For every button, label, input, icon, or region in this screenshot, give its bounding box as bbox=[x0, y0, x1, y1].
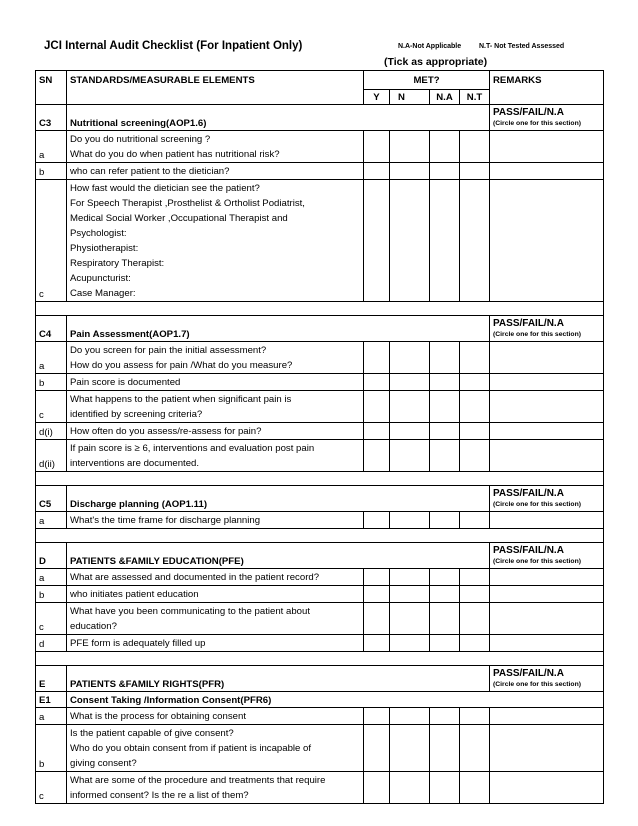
remarks-cell[interactable] bbox=[490, 512, 604, 529]
item-question bbox=[67, 725, 364, 772]
remarks-cell[interactable] bbox=[490, 391, 604, 423]
met-no-checkbox[interactable] bbox=[390, 586, 430, 603]
met-yes-checkbox[interactable] bbox=[364, 163, 390, 180]
met-not-tested-checkbox[interactable] bbox=[460, 708, 490, 725]
remarks-cell[interactable] bbox=[490, 635, 604, 652]
table-row bbox=[36, 708, 604, 725]
question-line: For Speech Therapist ,Prosthelist & Ortholist Podiatrist, bbox=[70, 198, 305, 209]
tick-instruction: (Tick as appropriate) bbox=[384, 56, 488, 68]
header-no: N bbox=[390, 90, 430, 105]
met-yes-checkbox[interactable] bbox=[364, 131, 390, 163]
table-row bbox=[36, 635, 604, 652]
met-no-checkbox[interactable] bbox=[390, 440, 430, 472]
remarks-cell[interactable] bbox=[490, 603, 604, 635]
question-line: identified by screening criteria? bbox=[70, 409, 203, 420]
item-sn: d(ii) bbox=[36, 440, 67, 472]
met-not-tested-checkbox[interactable] bbox=[460, 423, 490, 440]
item-question bbox=[67, 635, 364, 652]
header-met: MET? bbox=[364, 71, 490, 90]
section-title-row bbox=[36, 666, 604, 692]
pass-fail-label[interactable]: PASS/FAIL/N.A bbox=[493, 318, 564, 329]
question-line: How do you assess for pain /What do you measure? bbox=[70, 360, 293, 371]
met-not-tested-checkbox[interactable] bbox=[460, 180, 490, 302]
question-line: How often do you assess/re-assess for pain? bbox=[70, 426, 262, 437]
question-line: What do you do when patient has nutritional risk? bbox=[70, 149, 280, 160]
met-not-applicable-checkbox[interactable] bbox=[430, 603, 460, 635]
remarks-pass-fail bbox=[490, 105, 604, 131]
met-yes-checkbox[interactable] bbox=[364, 440, 390, 472]
met-not-applicable-checkbox[interactable] bbox=[430, 708, 460, 725]
item-question bbox=[67, 163, 364, 180]
met-yes-checkbox[interactable] bbox=[364, 603, 390, 635]
item-question bbox=[67, 569, 364, 586]
table-header-row bbox=[36, 71, 604, 90]
header-standards: STANDARDS/MEASURABLE ELEMENTS bbox=[67, 71, 364, 105]
remarks-cell[interactable] bbox=[490, 163, 604, 180]
item-question bbox=[67, 440, 364, 472]
item-sn: c bbox=[36, 391, 67, 423]
met-not-tested-checkbox[interactable] bbox=[460, 725, 490, 772]
question-line: Acupuncturist: bbox=[70, 273, 131, 284]
remarks-cell[interactable] bbox=[490, 374, 604, 391]
table-row bbox=[36, 163, 604, 180]
question-line: Do you do nutritional screening ? bbox=[70, 134, 211, 145]
met-no-checkbox[interactable] bbox=[390, 512, 430, 529]
remarks-cell[interactable] bbox=[490, 586, 604, 603]
met-yes-checkbox[interactable] bbox=[364, 374, 390, 391]
table-row bbox=[36, 725, 604, 772]
remarks-pass-fail bbox=[490, 486, 604, 512]
header-remarks: REMARKS bbox=[490, 71, 604, 105]
table-row bbox=[36, 180, 604, 302]
item-question bbox=[67, 180, 364, 302]
question-line: What are assessed and documented in the patient record? bbox=[70, 572, 320, 583]
table-row bbox=[36, 586, 604, 603]
remarks-pass-fail bbox=[490, 543, 604, 569]
subsection-title-row bbox=[36, 692, 604, 708]
section-title: Pain Assessment(AOP1.7) bbox=[67, 316, 490, 342]
table-row bbox=[36, 342, 604, 374]
met-not-applicable-checkbox[interactable] bbox=[430, 180, 460, 302]
met-no-checkbox[interactable] bbox=[390, 708, 430, 725]
table-row bbox=[36, 391, 604, 423]
item-question bbox=[67, 391, 364, 423]
table-row bbox=[36, 512, 604, 529]
section-title: Discharge planning (AOP1.11) bbox=[67, 486, 490, 512]
met-no-checkbox[interactable] bbox=[390, 391, 430, 423]
item-question bbox=[67, 586, 364, 603]
circle-instruction: (Circle one for this section) bbox=[493, 558, 581, 565]
remarks-cell[interactable] bbox=[490, 423, 604, 440]
met-not-applicable-checkbox[interactable] bbox=[430, 512, 460, 529]
met-no-checkbox[interactable] bbox=[390, 342, 430, 374]
question-line: giving consent? bbox=[70, 758, 137, 769]
remarks-cell[interactable] bbox=[490, 180, 604, 302]
item-question bbox=[67, 374, 364, 391]
section-sn: D bbox=[36, 543, 67, 569]
section-spacer-row bbox=[36, 472, 604, 486]
item-question bbox=[67, 131, 364, 163]
header-not-applicable: N.A bbox=[430, 90, 460, 105]
met-not-tested-checkbox[interactable] bbox=[460, 440, 490, 472]
table-row bbox=[36, 603, 604, 635]
item-sn: c bbox=[36, 180, 67, 302]
section-title-row bbox=[36, 316, 604, 342]
question-line: How fast would the dietician see the patient? bbox=[70, 183, 260, 194]
question-line: What is the process for obtaining consent bbox=[70, 711, 246, 722]
met-not-tested-checkbox[interactable] bbox=[460, 635, 490, 652]
met-yes-checkbox[interactable] bbox=[364, 772, 390, 804]
met-not-tested-checkbox[interactable] bbox=[460, 512, 490, 529]
remarks-pass-fail bbox=[490, 316, 604, 342]
section-spacer-row bbox=[36, 302, 604, 316]
met-not-tested-checkbox[interactable] bbox=[460, 391, 490, 423]
met-yes-checkbox[interactable] bbox=[364, 586, 390, 603]
remarks-cell[interactable] bbox=[490, 708, 604, 725]
header-sn: SN bbox=[36, 71, 67, 105]
section-title-row bbox=[36, 543, 604, 569]
met-not-tested-checkbox[interactable] bbox=[460, 131, 490, 163]
item-sn: a bbox=[36, 512, 67, 529]
met-no-checkbox[interactable] bbox=[390, 163, 430, 180]
question-line: Is the patient capable of give consent? bbox=[70, 728, 234, 739]
item-question bbox=[67, 603, 364, 635]
item-sn: a bbox=[36, 708, 67, 725]
question-line: Psychologist: bbox=[70, 228, 127, 239]
met-no-checkbox[interactable] bbox=[390, 569, 430, 586]
met-no-checkbox[interactable] bbox=[390, 725, 430, 772]
header-yes: Y bbox=[364, 90, 390, 105]
met-not-applicable-checkbox[interactable] bbox=[430, 342, 460, 374]
met-no-checkbox[interactable] bbox=[390, 423, 430, 440]
question-line: informed consent? Is the re a list of them? bbox=[70, 790, 249, 801]
met-not-applicable-checkbox[interactable] bbox=[430, 772, 460, 804]
spacer-cell bbox=[36, 529, 604, 543]
table-row bbox=[36, 440, 604, 472]
remarks-cell[interactable] bbox=[490, 725, 604, 772]
met-not-applicable-checkbox[interactable] bbox=[430, 440, 460, 472]
met-not-tested-checkbox[interactable] bbox=[460, 603, 490, 635]
met-no-checkbox[interactable] bbox=[390, 374, 430, 391]
question-line: PFE form is adequately filled up bbox=[70, 638, 206, 649]
remarks-cell[interactable] bbox=[490, 342, 604, 374]
item-sn: a bbox=[36, 342, 67, 374]
remarks-pass-fail bbox=[490, 666, 604, 692]
section-title-row bbox=[36, 486, 604, 512]
question-line: who initiates patient education bbox=[70, 589, 199, 600]
item-question bbox=[67, 342, 364, 374]
table-row bbox=[36, 772, 604, 804]
met-not-tested-checkbox[interactable] bbox=[460, 163, 490, 180]
spacer-cell bbox=[36, 302, 604, 316]
met-not-applicable-checkbox[interactable] bbox=[430, 423, 460, 440]
question-line: Do you screen for pain the initial assessment? bbox=[70, 345, 267, 356]
item-question bbox=[67, 423, 364, 440]
table-row bbox=[36, 423, 604, 440]
remarks-cell[interactable] bbox=[490, 569, 604, 586]
section-spacer-row bbox=[36, 529, 604, 543]
item-sn: d(i) bbox=[36, 423, 67, 440]
met-not-applicable-checkbox[interactable] bbox=[430, 635, 460, 652]
remarks-cell[interactable] bbox=[490, 772, 604, 804]
met-no-checkbox[interactable] bbox=[390, 131, 430, 163]
met-not-applicable-checkbox[interactable] bbox=[430, 163, 460, 180]
pass-fail-label[interactable]: PASS/FAIL/N.A bbox=[493, 107, 564, 118]
question-line: who can refer patient to the dietician? bbox=[70, 166, 230, 177]
met-yes-checkbox[interactable] bbox=[364, 180, 390, 302]
met-no-checkbox[interactable] bbox=[390, 772, 430, 804]
subsection-title: Consent Taking /Information Consent(PFR6) bbox=[67, 692, 604, 708]
table-row bbox=[36, 374, 604, 391]
met-no-checkbox[interactable] bbox=[390, 635, 430, 652]
header-not-tested: N.T bbox=[460, 90, 490, 105]
met-not-tested-checkbox[interactable] bbox=[460, 374, 490, 391]
met-no-checkbox[interactable] bbox=[390, 180, 430, 302]
remarks-cell[interactable] bbox=[490, 440, 604, 472]
met-not-tested-checkbox[interactable] bbox=[460, 586, 490, 603]
section-title: PATIENTS &FAMILY RIGHTS(PFR) bbox=[67, 666, 490, 692]
met-not-tested-checkbox[interactable] bbox=[460, 569, 490, 586]
checklist-body bbox=[36, 71, 604, 804]
item-sn: c bbox=[36, 603, 67, 635]
met-not-applicable-checkbox[interactable] bbox=[430, 725, 460, 772]
section-sn: C5 bbox=[36, 486, 67, 512]
pass-fail-label[interactable]: PASS/FAIL/N.A bbox=[493, 545, 564, 556]
met-not-applicable-checkbox[interactable] bbox=[430, 391, 460, 423]
item-sn: a bbox=[36, 131, 67, 163]
remarks-cell[interactable] bbox=[490, 131, 604, 163]
question-line: What's the time frame for discharge planning bbox=[70, 515, 261, 526]
item-question bbox=[67, 772, 364, 804]
question-line: education? bbox=[70, 621, 117, 632]
met-yes-checkbox[interactable] bbox=[364, 391, 390, 423]
met-yes-checkbox[interactable] bbox=[364, 342, 390, 374]
item-sn: b bbox=[36, 725, 67, 772]
circle-instruction: (Circle one for this section) bbox=[493, 681, 581, 688]
met-not-applicable-checkbox[interactable] bbox=[430, 374, 460, 391]
table-row bbox=[36, 569, 604, 586]
circle-instruction: (Circle one for this section) bbox=[493, 501, 581, 508]
question-line: Respiratory Therapist: bbox=[70, 258, 165, 269]
question-line: Medical Social Worker ,Occupational Therapist and bbox=[70, 213, 288, 224]
met-not-tested-checkbox[interactable] bbox=[460, 342, 490, 374]
question-line: If pain score is ≥ 6, interventions and evaluation post pain bbox=[70, 443, 315, 454]
legend-not-applicable: N.A-Not Applicable bbox=[398, 43, 462, 50]
audit-checklist-table bbox=[35, 70, 604, 804]
pass-fail-label[interactable]: PASS/FAIL/N.A bbox=[493, 488, 564, 499]
question-line: Pain score is documented bbox=[70, 377, 181, 388]
subsection-sn: E1 bbox=[36, 692, 67, 708]
met-yes-checkbox[interactable] bbox=[364, 708, 390, 725]
met-yes-checkbox[interactable] bbox=[364, 635, 390, 652]
section-title: PATIENTS &FAMILY EDUCATION(PFE) bbox=[67, 543, 490, 569]
section-sn: C4 bbox=[36, 316, 67, 342]
spacer-cell bbox=[36, 472, 604, 486]
question-line: Physiotherapist: bbox=[70, 243, 139, 254]
section-title: Nutritional screening(AOP1.6) bbox=[67, 105, 490, 131]
met-no-checkbox[interactable] bbox=[390, 603, 430, 635]
question-line: What happens to the patient when significant pain is bbox=[70, 394, 292, 405]
met-not-applicable-checkbox[interactable] bbox=[430, 131, 460, 163]
met-yes-checkbox[interactable] bbox=[364, 569, 390, 586]
met-not-applicable-checkbox[interactable] bbox=[430, 569, 460, 586]
item-sn: d bbox=[36, 635, 67, 652]
circle-instruction: (Circle one for this section) bbox=[493, 331, 581, 338]
question-line: What have you been communicating to the patient about bbox=[70, 606, 310, 617]
question-line: interventions are documented. bbox=[70, 458, 200, 469]
item-question bbox=[67, 512, 364, 529]
question-line: Who do you obtain consent from if patient is incapable of bbox=[70, 743, 312, 754]
section-title-row bbox=[36, 105, 604, 131]
item-sn: b bbox=[36, 163, 67, 180]
item-sn: a bbox=[36, 569, 67, 586]
question-line: What are some of the procedure and treatments that require bbox=[70, 775, 326, 786]
circle-instruction: (Circle one for this section) bbox=[493, 120, 581, 127]
item-sn: b bbox=[36, 374, 67, 391]
page-title: JCI Internal Audit Checklist (For Inpatient Only) bbox=[44, 40, 303, 52]
section-spacer-row bbox=[36, 652, 604, 666]
table-row bbox=[36, 131, 604, 163]
item-question bbox=[67, 708, 364, 725]
question-line: Case Manager: bbox=[70, 288, 136, 299]
section-sn: C3 bbox=[36, 105, 67, 131]
section-sn: E bbox=[36, 666, 67, 692]
met-yes-checkbox[interactable] bbox=[364, 725, 390, 772]
pass-fail-label[interactable]: PASS/FAIL/N.A bbox=[493, 668, 564, 679]
met-not-applicable-checkbox[interactable] bbox=[430, 586, 460, 603]
met-yes-checkbox[interactable] bbox=[364, 423, 390, 440]
met-yes-checkbox[interactable] bbox=[364, 512, 390, 529]
item-sn: c bbox=[36, 772, 67, 804]
met-not-tested-checkbox[interactable] bbox=[460, 772, 490, 804]
spacer-cell bbox=[36, 652, 604, 666]
legend-not-tested: N.T- Not Tested Assessed bbox=[479, 43, 565, 50]
item-sn: b bbox=[36, 586, 67, 603]
